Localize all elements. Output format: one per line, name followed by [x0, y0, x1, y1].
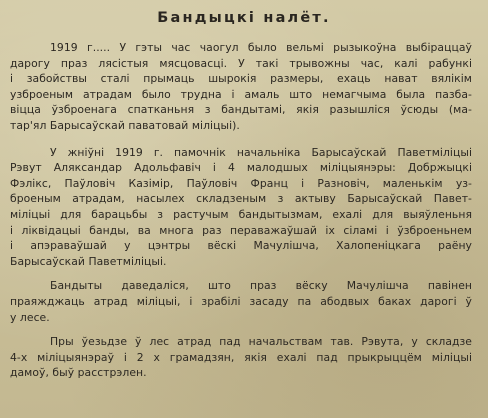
text-line: броеным атрадам, насылех складзеным з актыву Барысаўскай Павет- — [10, 192, 472, 206]
text-line: дарогу праз лясістыя мясцовасці. У такі трывожны час, калі рабункі — [10, 56, 472, 70]
text-line: Бандыты даведаліся, што праз вёску Мачулішча павінен — [50, 279, 472, 293]
paragraph-3 — [10, 278, 472, 325]
text-line: Фэлікс, Паўловіч Казімір, Паўловіч Франц і Разновіч, маленькім уз- — [10, 176, 472, 190]
page-title: Бандыцкі налёт. — [157, 10, 331, 26]
text-line: віцца ўзброенага спатканьня з бандытамі, якія разышліся ўсюды (ма- — [10, 103, 472, 117]
text-line: праяжджаць атрад міліцыі, і зрабілі засаду па абодвых баках дарогі ў — [10, 294, 472, 308]
paragraph-4 — [10, 334, 472, 381]
paragraph-1 — [10, 40, 472, 134]
text-line: У жніўні 1919 г. памочнік начальніка Барысаўскай Паветміліцыі — [50, 145, 472, 159]
text-line: і ліквідацыі банды, ва многа раз пераважаўшай іх сіламі і ўзброеньнем — [10, 223, 472, 237]
text-line: узброеным атрадам было трудна і амаль што немагчыма была пазба- — [10, 87, 472, 101]
text-line: 4-х міліцыянэраў і 2 х грамадзян, якія ехалі пад прыкрыццём міліцыі — [10, 350, 472, 364]
paragraph-2 — [10, 145, 472, 270]
article-body — [10, 40, 472, 393]
text-line: і забойствы сталі прымаць шырокія размеры, ехаць нават вялікім — [10, 72, 472, 86]
text-line: у лесе. — [10, 310, 50, 324]
text-line: дамоў, быў расстрэлен. — [10, 366, 147, 380]
text-line: міліцыі для барацьбы з растучым бандытызмам, ехалі для выяўленьня — [10, 207, 472, 221]
text-line: Барысаўскай Паветміліцыі. — [10, 254, 167, 268]
text-line: і апэраваўшай у цэнтры вёскі Мачулішча, Халопеніцкага раёну — [10, 239, 472, 253]
text-line: тар'ял Барысаўскай паватовай міліцыі). — [10, 118, 240, 132]
text-line: Пры ўезьдзе ў лес атрад пад начальствам тав. Рэвута, у складзе — [50, 335, 472, 349]
text-line: 1919 г..... У гэты час чаогул было вельмі рызыкоўна выбіраццаў — [50, 41, 472, 54]
text-line: Рэвут Аляксандар Адольфавіч і 4 малодшых міліцыянэры: Добржыцкі — [10, 161, 472, 175]
